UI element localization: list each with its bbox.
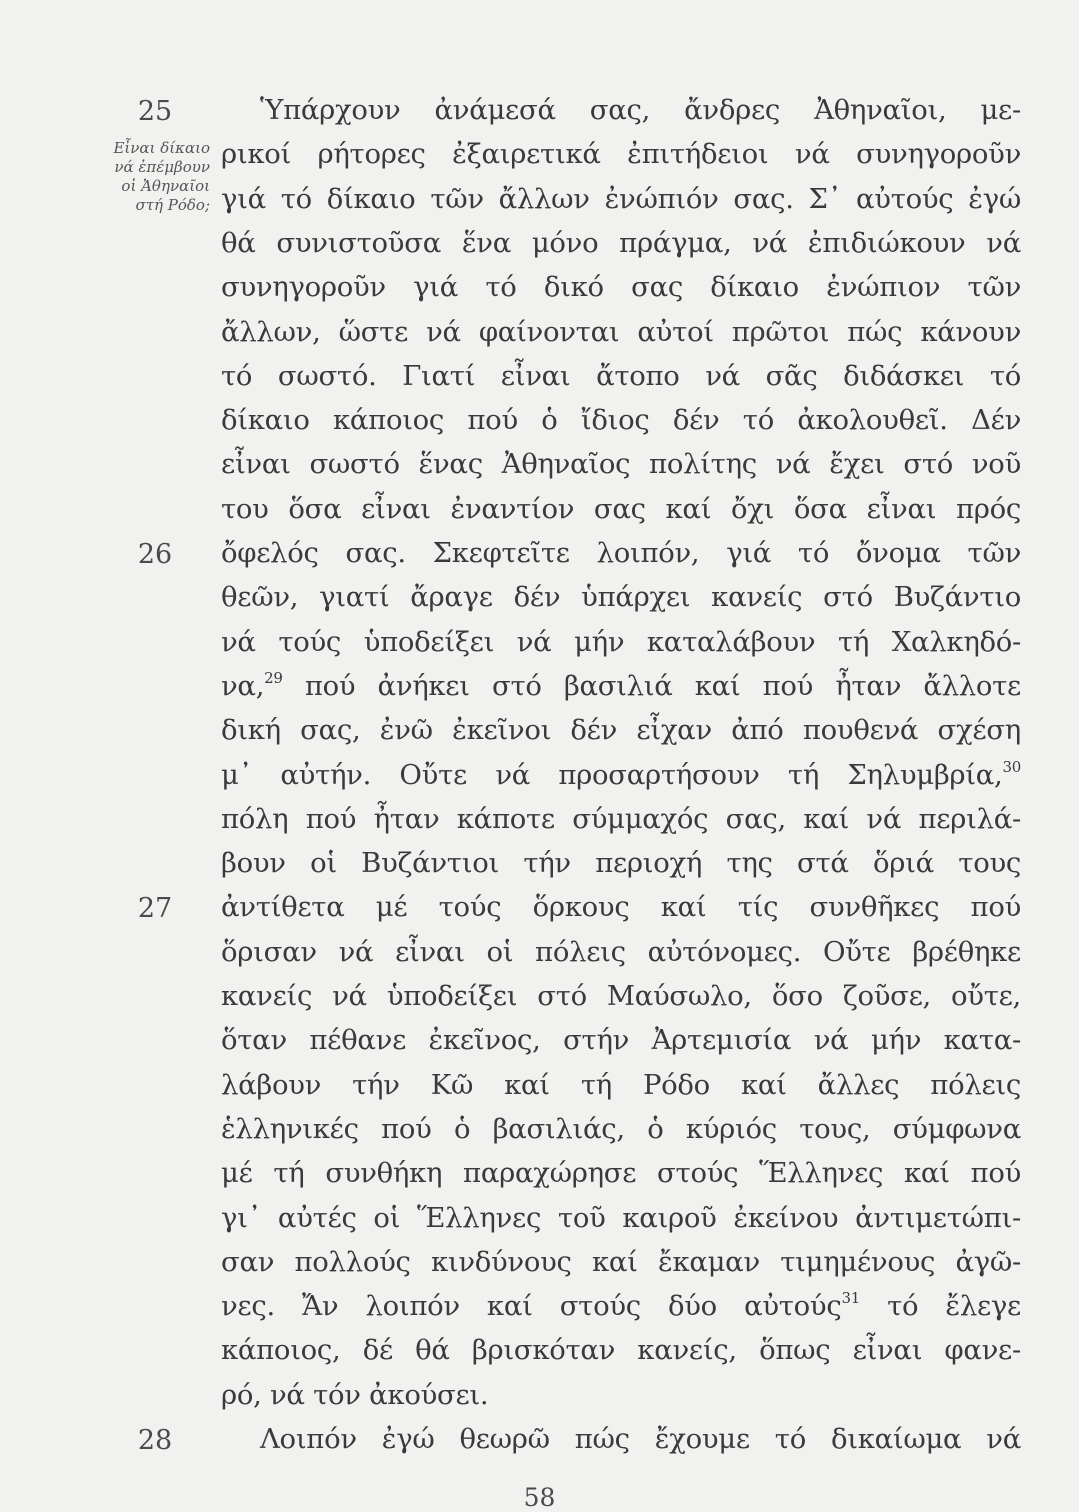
text-line: ὄφελός σας. Σκεφτεῖτε λοιπόν, γιά τό ὄνομα τῶν xyxy=(221,537,1021,569)
text-segment: να, xyxy=(221,669,265,702)
text-line: εἶναι σωστό ἕνας Ἀθηναῖος πολίτης νά ἔχει στό νοῦ xyxy=(221,448,1021,481)
margin-note-line: νά ἐπέμβουν xyxy=(114,158,210,176)
text-segment: νες. Ἄν λοιπόν καί στούς δύο αὐτούς xyxy=(221,1290,842,1323)
text-line xyxy=(221,757,1021,791)
text-line: θά συνιστοῦσα ἕνα μόνο πράγμα, νά ἐπιδιώκουν νά xyxy=(221,226,1021,259)
text-line: βουν οἱ Βυζάντιοι τήν περιοχή της στά ὅριά τους xyxy=(221,847,1021,880)
text-line: τό σωστό. Γιατί εἶναι ἄτοπο νά σᾶς διδάσκει τό xyxy=(221,359,1021,392)
margin-note-line: στή Ρόδο; xyxy=(135,196,210,214)
text-line: γιά τό δίκαιο τῶν ἄλλων ἐνώπιόν σας. Σ᾽ αὐτούς ἐγώ xyxy=(221,182,1021,215)
footnote-ref-29: 29 xyxy=(264,668,283,687)
page-number: 58 xyxy=(523,1483,556,1512)
text-line: δίκαιο κάποιος πού ὁ ἴδιος δέν τό ἀκολουθεῖ. Δέν xyxy=(221,404,1021,437)
margin-note xyxy=(60,139,210,215)
text-line: ἄλλων, ὥστε νά φαίνονται αὐτοί πρῶτοι πώς κάνουν xyxy=(221,315,1021,348)
text-line: θεῶν, γιατί ἄραγε δέν ὑπάρχει κανείς στό Βυζάντιο xyxy=(221,581,1021,614)
footnote-ref-31: 31 xyxy=(841,1289,860,1308)
text-line: κάποιος, δέ θά βρισκόταν κανείς, ὅπως εἶναι φανε- xyxy=(221,1334,1021,1367)
text-line: συνηγοροῦν γιά τό δικό σας δίκαιο ἐνώπιον τῶν xyxy=(221,271,1021,304)
text-line xyxy=(221,1289,1022,1323)
text-line xyxy=(221,668,1021,702)
section-number-27: 27 xyxy=(137,893,173,925)
text-line: Λοιπόν ἐγώ θεωρῶ πώς ἔχουμε τό δικαίωμα νά xyxy=(260,1423,1021,1455)
section-number-25: 25 xyxy=(137,96,173,127)
text-line: λάβουν τήν Κῶ καί τή Ρόδο καί ἄλλες πόλεις xyxy=(221,1068,1021,1101)
text-line: σαν πολλούς κινδύνους καί ἔκαμαν τιμημένους ἀγῶ- xyxy=(221,1245,1021,1278)
text-line: κανείς νά ὑποδείξει στό Μαύσωλο, ὅσο ζοῦσε, οὔτε, xyxy=(221,980,1021,1012)
margin-note-line: οἱ Ἀθηναῖοι xyxy=(121,177,210,195)
text-segment: πού ἀνήκει στό βασιλιά καί πού ἦταν ἄλλοτε xyxy=(282,669,1021,702)
text-line: ὅταν πέθανε ἐκεῖνος, στήν Ἀρτεμισία νά μήν κατα- xyxy=(221,1024,1021,1057)
text-line: πόλη πού ἦταν κάποτε σύμμαχός σας, καί νά περιλά- xyxy=(221,802,1021,835)
margin-note-line: Εἶναι δίκαιο xyxy=(113,139,210,157)
text-line: Ὑπάρχουν ἀνάμεσά σας, ἄνδρες Ἀθηναῖοι, με- xyxy=(260,94,1021,126)
text-line: γι᾽ αὐτές οἱ Ἕλληνες τοῦ καιροῦ ἐκείνου ἀντιμετώπι- xyxy=(221,1201,1021,1234)
footnote-ref-30: 30 xyxy=(1002,757,1021,776)
text-line: ρικοί ρήτορες ἐξαιρετικά ἐπιτήδειοι νά συνηγοροῦν xyxy=(221,138,1021,171)
text-line: του ὅσα εἶναι ἐναντίον σας καί ὄχι ὅσα εἶναι πρός xyxy=(221,492,1021,525)
text-line: δική σας, ἐνῶ ἐκεῖνοι δέν εἶχαν ἀπό πουθενά σχέση xyxy=(221,714,1021,747)
text-line: ὅρισαν νά εἶναι οἱ πόλεις αὐτόνομες. Οὔτε βρέθηκε xyxy=(221,935,1021,968)
text-segment: τό ἔλεγε xyxy=(859,1290,1022,1323)
text-segment: μ᾽ αὐτήν. Οὔτε νά προσαρτήσουν τή Σηλυμβρία, xyxy=(221,758,1003,791)
section-number-28: 28 xyxy=(137,1425,173,1456)
text-line: ρό, νά τόν ἀκούσει. xyxy=(221,1378,489,1411)
section-number-26: 26 xyxy=(137,539,173,570)
text-line: ἑλληνικές πού ὁ βασιλιάς, ὁ κύριός τους, σύμφωνα xyxy=(221,1112,1021,1145)
text-line: ἀντίθετα μέ τούς ὅρκους καί τίς συνθῆκες πού xyxy=(221,891,1021,924)
text-line: μέ τή συνθήκη παραχώρησε στούς Ἕλληνες καί πού xyxy=(221,1157,1021,1190)
text-line: νά τούς ὑποδείξει νά μήν καταλάβουν τή Χαλκηδό- xyxy=(221,625,1021,658)
